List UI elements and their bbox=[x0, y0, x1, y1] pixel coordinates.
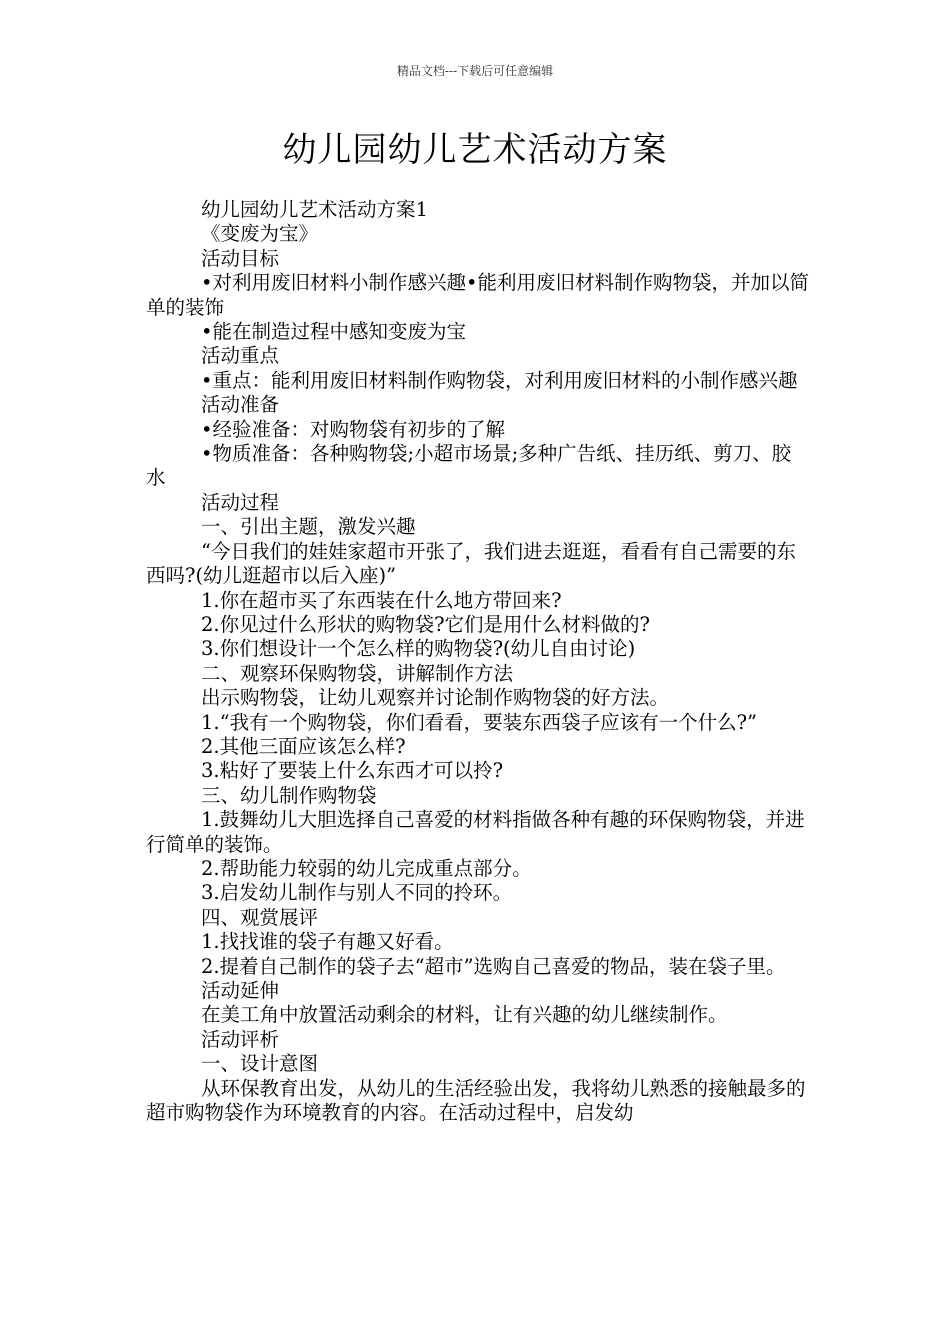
list-item: 2.其他三面应该怎么样? bbox=[201, 734, 406, 758]
document-body bbox=[146, 198, 810, 1125]
list-item: 1.“我有一个购物袋，你们看看，要装东西袋子应该有一个什么?” bbox=[201, 710, 757, 734]
list-item: 3.你们想设计一个怎么样的购物袋?(幼儿自由讨论) bbox=[201, 637, 636, 661]
bullet-item: •物质准备：各种购物袋;小超市场景;多种广告纸、挂历纸、剪刀、胶水 bbox=[146, 442, 792, 490]
list-item: 1.找找谁的袋子有趣又好看。 bbox=[201, 930, 454, 954]
section-heading: 活动评析 bbox=[201, 1027, 280, 1051]
body-paragraph: 出示购物袋，让幼儿观察并讨论制作购物袋的好方法。 bbox=[201, 686, 670, 710]
body-paragraph: 从环保教育出发，从幼儿的生活经验出发，我将幼儿熟悉的接触最多的超市购物袋作为环境教育的内容。在活动过程中，启发幼 bbox=[146, 1076, 806, 1125]
bullet-item: •经验准备：对购物袋有初步的了解 bbox=[201, 417, 506, 441]
section-heading: 活动过程 bbox=[201, 490, 280, 514]
section-heading: 活动准备 bbox=[201, 393, 280, 417]
page-header: 精品文档---下载后可任意编辑 bbox=[396, 64, 554, 78]
subsection-heading: 一、设计意图 bbox=[201, 1052, 319, 1076]
list-item: 2.你见过什么形状的购物袋?它们是用什么材料做的? bbox=[201, 612, 651, 636]
list-item: 2.提着自己制作的袋子去“超市”选购自己喜爱的物品，装在袋子里。 bbox=[201, 954, 786, 978]
activity-name: 《变废为宝》 bbox=[201, 222, 319, 246]
section-heading: 活动重点 bbox=[201, 344, 280, 368]
list-item: 1.鼓舞幼儿大胆选择自己喜爱的材料指做各种有趣的环保购物袋，并进行简单的装饰。 bbox=[146, 808, 805, 856]
section-heading: 活动延伸 bbox=[201, 979, 280, 1002]
subsection-heading: 一、引出主题，激发兴趣 bbox=[201, 515, 416, 539]
subsection-heading: 二、观察环保购物袋，讲解制作方法 bbox=[201, 661, 514, 685]
list-item: 3.启发幼儿制作与别人不同的拎环。 bbox=[201, 881, 513, 905]
list-item: 2.帮助能力较弱的幼儿完成重点部分。 bbox=[201, 856, 532, 880]
body-paragraph: “今日我们的娃娃家超市开张了，我们进去逛逛，看看有自己需要的东西吗?(幼儿逛超市以后入座)” bbox=[146, 539, 796, 588]
list-item: 1.你在超市买了东西装在什么地方带回来? bbox=[201, 588, 562, 612]
body-paragraph: 在美工角中放置活动剩余的材料，让有兴趣的幼儿继续制作。 bbox=[201, 1003, 728, 1027]
section-heading: 幼儿园幼儿艺术活动方案1 bbox=[201, 198, 428, 221]
subsection-heading: 三、幼儿制作购物袋 bbox=[201, 783, 377, 807]
bullet-item: •对利用废旧材料小制作感兴趣•能利用废旧材料制作购物袋，并加以简单的装饰 bbox=[146, 271, 810, 319]
section-heading: 活动目标 bbox=[201, 246, 280, 270]
bullet-item: •能在制造过程中感知变废为宝 bbox=[201, 320, 467, 344]
bullet-item: •重点：能利用废旧材料制作购物袋，对利用废旧材料的小制作感兴趣 bbox=[201, 368, 798, 392]
subsection-heading: 四、观赏展评 bbox=[201, 905, 319, 929]
list-item: 3.粘好了要装上什么东西才可以拎? bbox=[201, 759, 504, 783]
document-title: 幼儿园幼儿艺术活动方案 bbox=[282, 130, 668, 170]
